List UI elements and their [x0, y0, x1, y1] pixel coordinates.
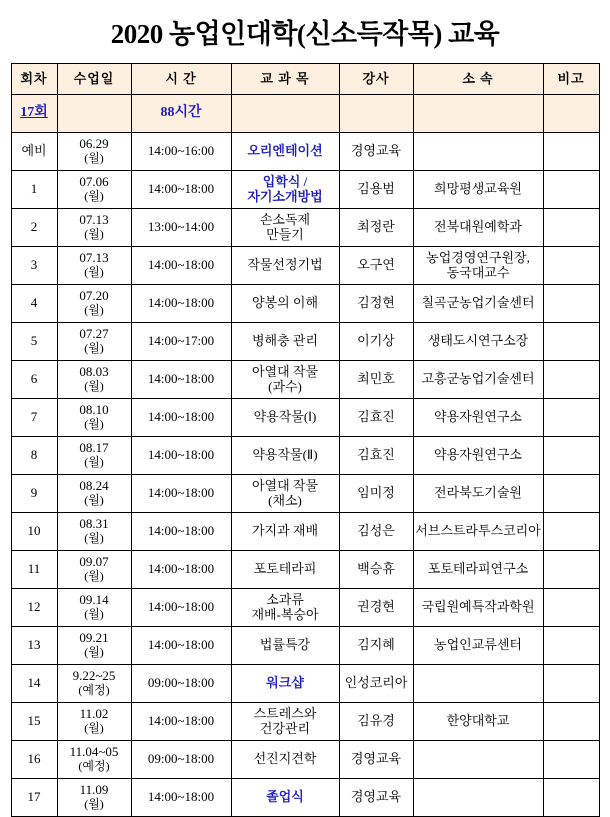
date-day: (월) [84, 607, 104, 622]
cell-organization [413, 665, 543, 703]
cell-organization: 농업경영연구원장, 동국대교수 [413, 247, 543, 285]
cell-session-no: 11 [11, 551, 57, 589]
cell-session-no: 7 [11, 399, 57, 437]
cell-teacher: 경영교육 [339, 741, 413, 779]
subject-line-1: 병해충 관리 [251, 333, 319, 349]
cell-subject [231, 171, 339, 209]
cell-time: 13:00~14:00 [131, 209, 231, 247]
date-value: 11.09 [79, 782, 109, 798]
cell-session-no: 15 [11, 703, 57, 741]
cell-date [57, 133, 131, 171]
date-value: 09.21 [79, 630, 109, 646]
cell-time: 14:00~18:00 [131, 551, 231, 589]
cell-session-no: 14 [11, 665, 57, 703]
date-day: (월) [84, 189, 104, 204]
cell-session-no: 5 [11, 323, 57, 361]
subject-line-1: 작물선정기법 [247, 257, 323, 273]
cell-time: 14:00~18:00 [131, 171, 231, 209]
table-row [11, 209, 599, 247]
column-header-subject: 교 과 목 [231, 64, 339, 95]
date-day: (월) [84, 303, 104, 318]
cell-subject [231, 209, 339, 247]
column-header-time: 시 간 [131, 64, 231, 95]
date-day: (월) [84, 379, 104, 394]
cell-date [57, 703, 131, 741]
cell-teacher: 권경현 [339, 589, 413, 627]
subject-line-1: 양봉의 이해 [251, 295, 319, 311]
subject-line-1: 소과류 [266, 591, 304, 607]
cell-session-no: 1 [11, 171, 57, 209]
cell-time: 14:00~18:00 [131, 513, 231, 551]
cell-teacher: 최민호 [339, 361, 413, 399]
subject-line-1: 포토테라피 [253, 561, 317, 577]
cell-subject [231, 285, 339, 323]
cell-teacher: 김효진 [339, 437, 413, 475]
date-day: (월) [84, 721, 104, 736]
cell-teacher: 김용범 [339, 171, 413, 209]
cell-teacher: 경영교육 [339, 133, 413, 171]
cell-note [543, 779, 599, 817]
cell-teacher: 김지혜 [339, 627, 413, 665]
cell-note [543, 741, 599, 779]
cell-session-no: 6 [11, 361, 57, 399]
cell-session-no: 10 [11, 513, 57, 551]
table-row [11, 589, 599, 627]
cell-subject [231, 703, 339, 741]
cell-teacher: 임미정 [339, 475, 413, 513]
cell-time: 14:00~18:00 [131, 589, 231, 627]
date-value: 07.13 [79, 212, 109, 228]
cell-date [57, 779, 131, 817]
cell-date [57, 513, 131, 551]
date-value: 07.27 [79, 326, 109, 342]
cell-date [57, 247, 131, 285]
cell-subject [231, 475, 339, 513]
summary-hours: 88시간 [131, 95, 231, 133]
cell-date [57, 741, 131, 779]
cell-teacher: 김효진 [339, 399, 413, 437]
cell-note [543, 171, 599, 209]
cell-organization: 한양대학교 [413, 703, 543, 741]
table-row [11, 551, 599, 589]
cell-note [543, 703, 599, 741]
cell-organization [413, 779, 543, 817]
cell-date [57, 171, 131, 209]
date-value: 08.31 [79, 516, 109, 532]
cell-note [543, 361, 599, 399]
subject-line-1: 워크샵 [266, 675, 304, 691]
cell-session-no: 9 [11, 475, 57, 513]
cell-organization: 전북대원예학과 [413, 209, 543, 247]
cell-date [57, 323, 131, 361]
date-value: 07.06 [79, 174, 109, 190]
subject-line-2: (채소) [268, 492, 302, 508]
table-row [11, 133, 599, 171]
cell-teacher: 김유경 [339, 703, 413, 741]
table-row [11, 285, 599, 323]
cell-session-no: 13 [11, 627, 57, 665]
page-title: 2020 농업인대학(신소득작목) 교육 [110, 19, 500, 49]
cell-organization: 서브스트라투스코리아 [413, 513, 543, 551]
table-row [11, 627, 599, 665]
date-day: (월) [84, 645, 104, 660]
cell-subject [231, 323, 339, 361]
subject-line-1: 오리엔테이션 [247, 143, 323, 159]
cell-time: 09:00~18:00 [131, 741, 231, 779]
cell-time: 14:00~18:00 [131, 399, 231, 437]
table-row [11, 665, 599, 703]
cell-subject [231, 437, 339, 475]
cell-date [57, 285, 131, 323]
cell-date [57, 551, 131, 589]
column-header-organization: 소 속 [413, 64, 543, 95]
cell-date [57, 589, 131, 627]
subject-line-1: 법률특강 [259, 637, 311, 653]
date-day: (월) [84, 569, 104, 584]
date-day: (월) [84, 265, 104, 280]
cell-organization [413, 741, 543, 779]
column-header-teacher: 강사 [339, 64, 413, 95]
table-row [11, 247, 599, 285]
date-day: (월) [84, 797, 104, 812]
table-row [11, 361, 599, 399]
cell-organization: 약용자원연구소 [413, 399, 543, 437]
summary-spacer-4 [413, 95, 543, 133]
date-day: (월) [84, 227, 104, 242]
cell-note [543, 437, 599, 475]
cell-time: 09:00~18:00 [131, 665, 231, 703]
subject-line-2: (과수) [268, 378, 302, 394]
table-row [11, 399, 599, 437]
cell-time: 14:00~18:00 [131, 779, 231, 817]
subject-line-2: 재배-복숭아 [251, 606, 319, 622]
date-value: 11.04~05 [69, 744, 119, 760]
subject-line-1: 약용작물(Ⅰ) [253, 409, 317, 425]
cell-session-no: 8 [11, 437, 57, 475]
cell-organization: 국립원예특작과학원 [413, 589, 543, 627]
cell-note [543, 475, 599, 513]
header-row [11, 64, 599, 95]
date-value: 06.29 [79, 136, 109, 152]
cell-subject [231, 741, 339, 779]
table-row [11, 779, 599, 817]
cell-note [543, 399, 599, 437]
cell-time: 14:00~16:00 [131, 133, 231, 171]
date-value: 09.14 [79, 592, 109, 608]
cell-note [543, 589, 599, 627]
table-row [11, 741, 599, 779]
cell-teacher: 경영교육 [339, 779, 413, 817]
cell-subject [231, 779, 339, 817]
cell-date [57, 399, 131, 437]
date-day: (월) [84, 455, 104, 470]
cell-time: 14:00~17:00 [131, 323, 231, 361]
cell-subject [231, 627, 339, 665]
cell-teacher: 최정란 [339, 209, 413, 247]
table-row [11, 171, 599, 209]
cell-session-no: 4 [11, 285, 57, 323]
subject-line-2: 자기소개방법 [247, 188, 323, 204]
cell-subject [231, 399, 339, 437]
column-header-date: 수업일 [57, 64, 131, 95]
cell-organization: 포토테라피연구소 [413, 551, 543, 589]
cell-date [57, 665, 131, 703]
date-value: 9.22~25 [72, 668, 116, 684]
cell-teacher: 백승휴 [339, 551, 413, 589]
cell-note [543, 513, 599, 551]
subject-line-2: 건강관리 [259, 720, 311, 736]
cell-time: 14:00~18:00 [131, 703, 231, 741]
column-header-no: 회차 [11, 64, 57, 95]
date-value: 08.17 [79, 440, 109, 456]
cell-subject [231, 665, 339, 703]
cell-time: 14:00~18:00 [131, 627, 231, 665]
subject-line-1: 아열대 작물 [251, 477, 319, 493]
cell-date [57, 627, 131, 665]
cell-date [57, 361, 131, 399]
date-value: 08.24 [79, 478, 109, 494]
cell-session-no: 2 [11, 209, 57, 247]
cell-note [543, 285, 599, 323]
cell-note [543, 209, 599, 247]
cell-note [543, 665, 599, 703]
cell-organization: 생태도시연구소장 [413, 323, 543, 361]
cell-teacher: 이기상 [339, 323, 413, 361]
cell-teacher: 오구연 [339, 247, 413, 285]
date-value: 08.10 [79, 402, 109, 418]
date-day: (월) [84, 493, 104, 508]
subject-line-1: 스트레스와 [253, 705, 317, 721]
cell-time: 14:00~18:00 [131, 285, 231, 323]
summary-count: 17회 [11, 95, 57, 133]
summary-spacer-3 [339, 95, 413, 133]
cell-subject [231, 133, 339, 171]
column-header-note: 비고 [543, 64, 599, 95]
subject-line-1: 손소독제 [259, 211, 311, 227]
cell-organization: 고흥군농업기술센터 [413, 361, 543, 399]
cell-teacher: 김정현 [339, 285, 413, 323]
cell-time: 14:00~18:00 [131, 475, 231, 513]
date-day: (예정) [78, 759, 110, 774]
cell-session-no: 17 [11, 779, 57, 817]
cell-organization: 희망평생교육원 [413, 171, 543, 209]
cell-organization: 약용자원연구소 [413, 437, 543, 475]
cell-subject [231, 589, 339, 627]
cell-date [57, 437, 131, 475]
cell-organization: 칠곡군농업기술센터 [413, 285, 543, 323]
cell-subject [231, 551, 339, 589]
date-value: 11.02 [79, 706, 109, 722]
table-row [11, 323, 599, 361]
cell-note [543, 323, 599, 361]
subject-line-2: 만들기 [266, 226, 304, 242]
table-row [11, 513, 599, 551]
cell-time: 14:00~18:00 [131, 247, 231, 285]
cell-note [543, 627, 599, 665]
table-row [11, 703, 599, 741]
date-day: (월) [84, 531, 104, 546]
date-day: (예정) [78, 683, 110, 698]
cell-note [543, 133, 599, 171]
summary-spacer-5 [543, 95, 599, 133]
cell-subject [231, 247, 339, 285]
subject-line-1: 졸업식 [266, 789, 304, 805]
summary-spacer-1 [57, 95, 131, 133]
subject-line-1: 약용작물(Ⅱ) [252, 447, 318, 463]
subject-line-1: 아열대 작물 [251, 363, 319, 379]
cell-session-no: 예비 [11, 133, 57, 171]
cell-organization: 농업인교류센터 [413, 627, 543, 665]
cell-organization: 전라북도기술원 [413, 475, 543, 513]
date-day: (월) [84, 341, 104, 356]
cell-teacher: 인성코리아 [339, 665, 413, 703]
date-value: 07.13 [79, 250, 109, 266]
schedule-table [11, 63, 600, 817]
cell-note [543, 551, 599, 589]
table-header [11, 64, 599, 95]
date-value: 08.03 [79, 364, 109, 380]
subject-line-1: 선진지견학 [253, 751, 317, 767]
cell-session-no: 12 [11, 589, 57, 627]
cell-time: 14:00~18:00 [131, 361, 231, 399]
cell-time: 14:00~18:00 [131, 437, 231, 475]
cell-session-no: 16 [11, 741, 57, 779]
cell-organization [413, 133, 543, 171]
cell-subject [231, 361, 339, 399]
cell-subject [231, 513, 339, 551]
date-value: 07.20 [79, 288, 109, 304]
cell-date [57, 209, 131, 247]
cell-session-no: 3 [11, 247, 57, 285]
table-row [11, 475, 599, 513]
date-day: (월) [84, 417, 104, 432]
table-body [11, 95, 599, 817]
subject-line-1: 입학식 / [262, 173, 308, 189]
date-value: 09.07 [79, 554, 109, 570]
cell-date [57, 475, 131, 513]
summary-row [11, 95, 599, 133]
cell-teacher: 김성은 [339, 513, 413, 551]
subject-line-1: 가지과 재배 [251, 523, 319, 539]
cell-note [543, 247, 599, 285]
date-day: (월) [84, 151, 104, 166]
summary-spacer-2 [231, 95, 339, 133]
table-row [11, 437, 599, 475]
